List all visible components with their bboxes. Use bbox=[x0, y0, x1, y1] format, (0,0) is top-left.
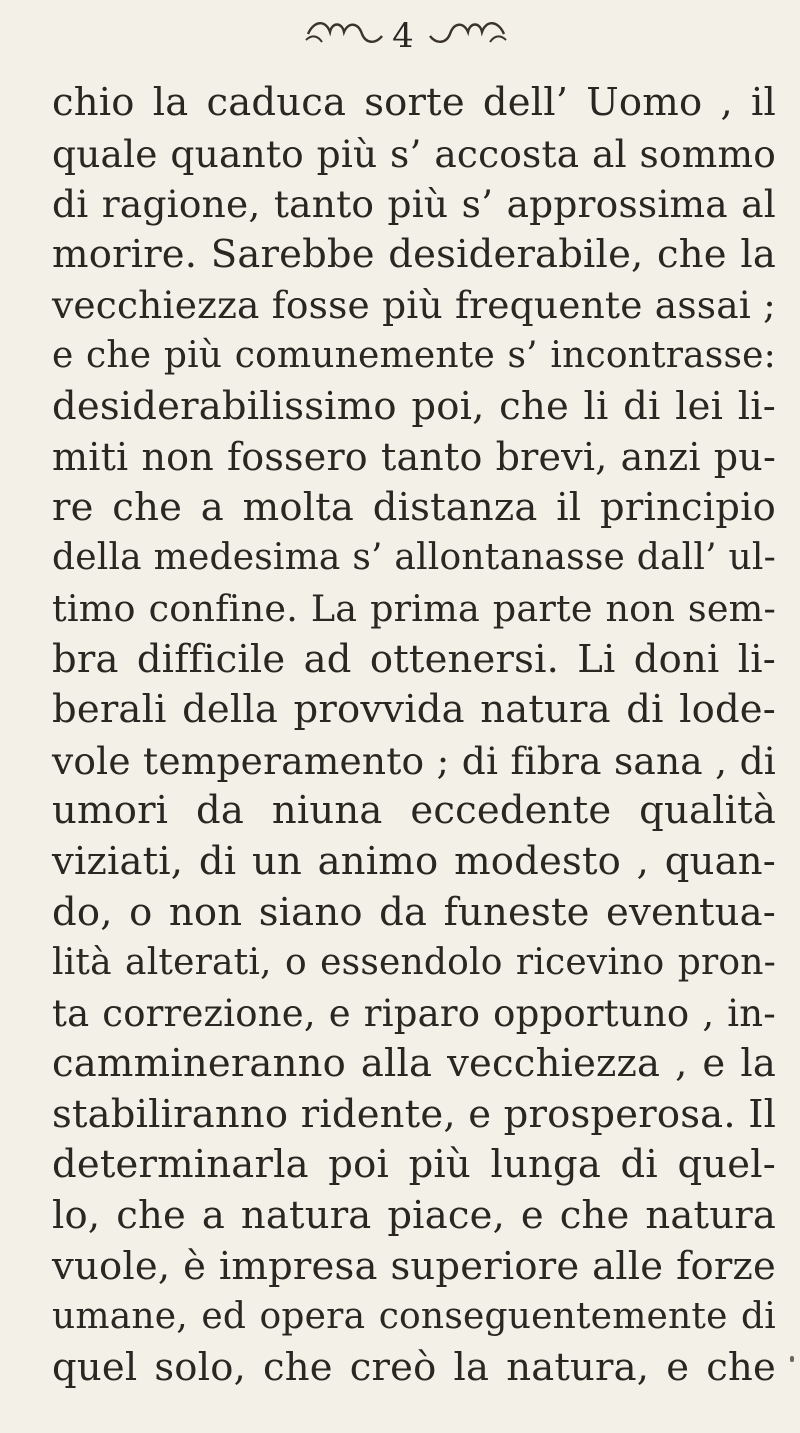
text-line: desiderabilissimo poi, che li di lei li- bbox=[52, 383, 776, 429]
text-line: cammineranno alla vecchiezza , e la bbox=[52, 1041, 776, 1087]
text-line: e che più comunemente s’ incontrasse: bbox=[52, 334, 776, 376]
text-line: quel solo, che creò la natura, e che bbox=[52, 1344, 776, 1390]
text-line: quale quanto più s’ accosta al sommo bbox=[52, 131, 776, 176]
text-line: chio la caduca sorte dell’ Uomo , il bbox=[52, 80, 776, 125]
text-line: viziati, di un animo modesto , quan- bbox=[52, 838, 776, 884]
text-line: lo, che a natura piace, e che natura bbox=[52, 1193, 776, 1239]
text-line: stabiliranno ridente, e prosperosa. Il bbox=[52, 1091, 777, 1137]
text-line: vecchiezza fosse più frequente assai ; bbox=[52, 283, 776, 328]
page-header bbox=[0, 8, 800, 68]
page-number: 4 bbox=[392, 16, 414, 56]
text-line: miti non fossero tanto brevi, anzi pu- bbox=[52, 435, 776, 480]
body-text bbox=[52, 78, 776, 1393]
text-line: berali della provvida natura di lode- bbox=[52, 687, 776, 733]
text-line: umori da niuna eccedente qualità bbox=[52, 788, 776, 834]
text-line: vole temperamento ; di fibra sana , di bbox=[52, 738, 776, 783]
left-ornament-icon bbox=[296, 14, 386, 54]
text-line: re che a molta distanza il principio bbox=[52, 484, 776, 530]
text-line: do, o non siano da funeste eventua- bbox=[52, 889, 776, 935]
text-line: ta correzione, e riparo opportuno , in- bbox=[52, 991, 776, 1035]
text-line: determinarla poi più lunga di quel- bbox=[52, 1142, 776, 1188]
text-line: lità alterati, o essendolo ricevino pron- bbox=[52, 942, 776, 984]
text-line: di ragione, tanto più s’ approssima al bbox=[52, 182, 776, 227]
ink-speck bbox=[790, 1356, 794, 1362]
right-ornament-icon bbox=[426, 14, 516, 54]
text-line: vuole, è impresa superiore alle forze bbox=[52, 1243, 776, 1289]
text-line: umane, ed opera conseguentemente di bbox=[52, 1296, 776, 1338]
text-line: timo confine. La prima parte non sem- bbox=[52, 586, 776, 630]
text-line: morire. Sarebbe desiderabile, che la bbox=[52, 231, 776, 277]
text-line: bra difficile ad ottenersi. Li doni li- bbox=[52, 636, 776, 682]
text-line: della medesima s’ allontanasse dall’ ul- bbox=[52, 537, 776, 579]
